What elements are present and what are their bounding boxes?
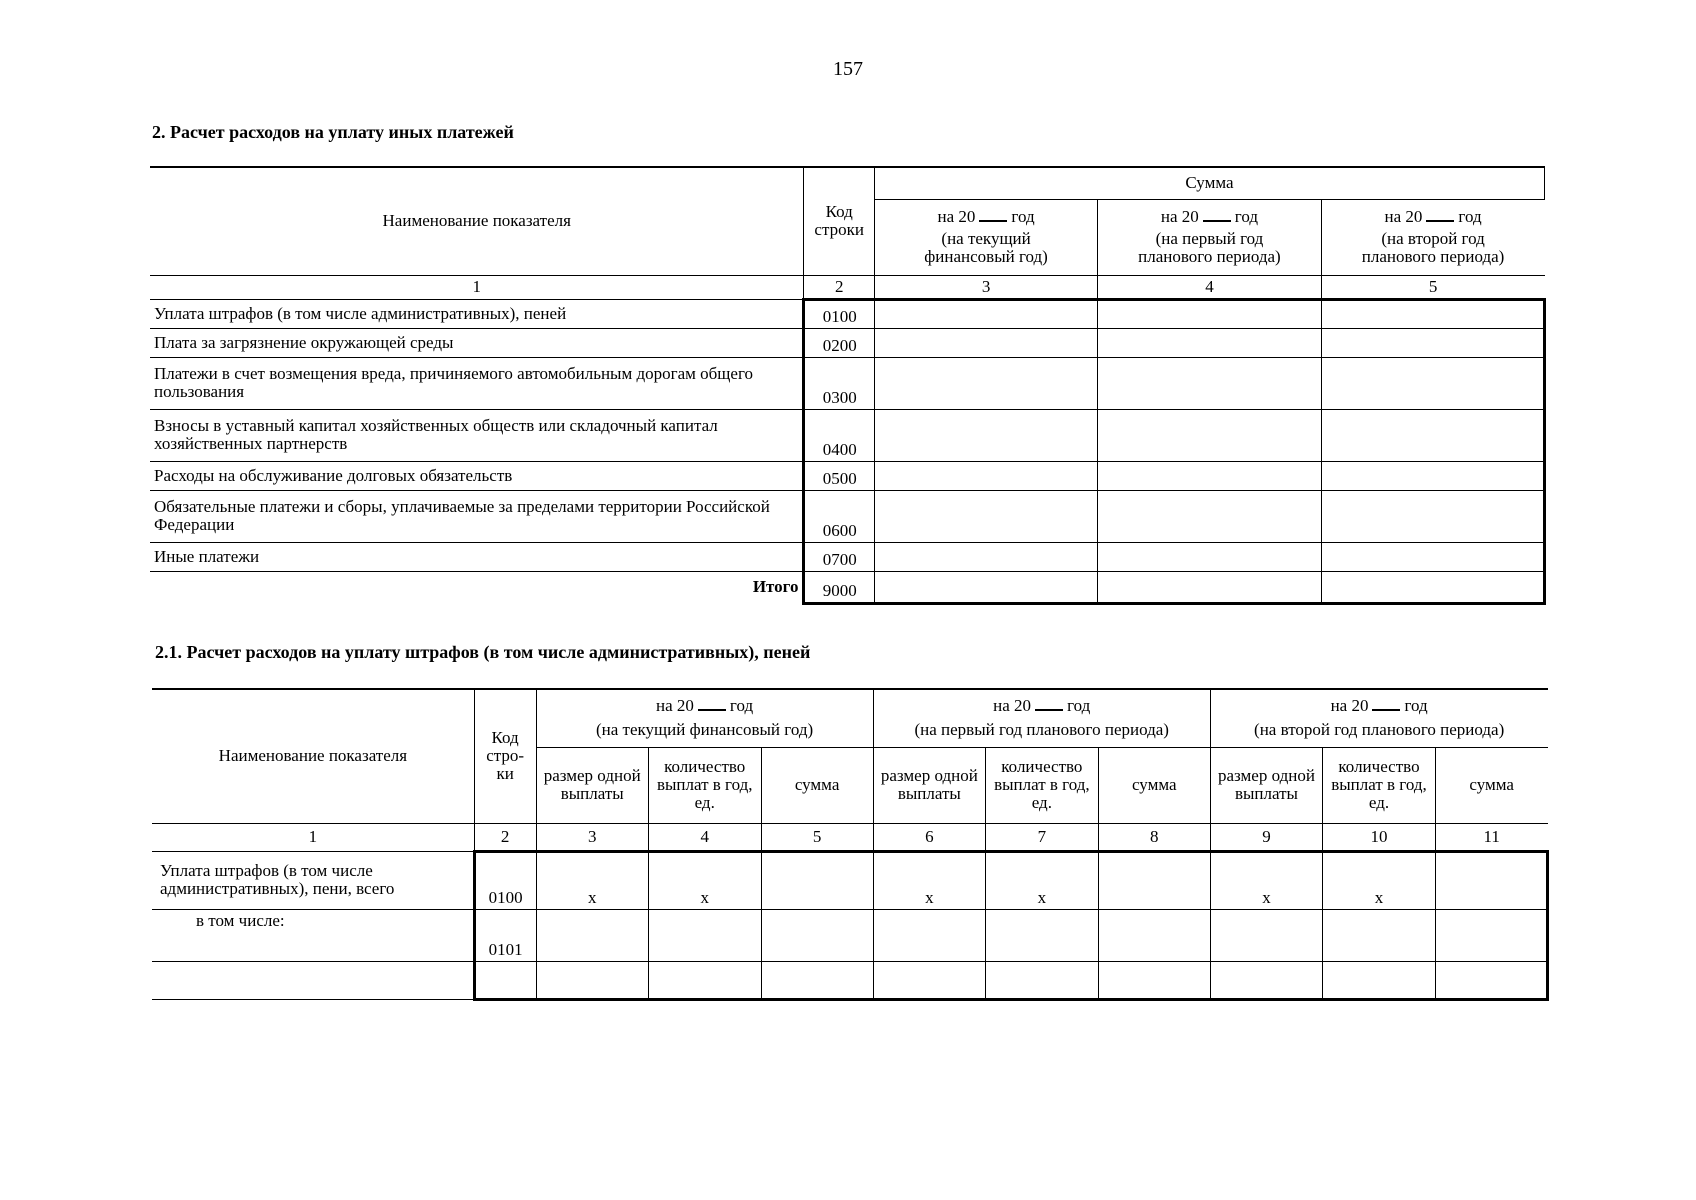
- subheader-payment-count: количество выплат в год, ед.: [986, 747, 1099, 823]
- col-number-11: 11: [1435, 823, 1547, 851]
- cell-input[interactable]: [1098, 357, 1321, 409]
- header-period-second: на 20 год (на второй год планового периода): [1210, 689, 1547, 747]
- cell-input[interactable]: [1098, 571, 1321, 603]
- cell-input[interactable]: [874, 542, 1097, 571]
- row-code-0100: 0100: [804, 299, 874, 328]
- other-payments-table: [150, 166, 1546, 605]
- cell-input[interactable]: [1321, 409, 1544, 461]
- cell-input[interactable]: [986, 961, 1099, 999]
- row-code-0500: 0500: [804, 461, 874, 490]
- subheader-sum: сумма: [761, 747, 873, 823]
- col-number-7: 7: [986, 823, 1099, 851]
- cell-input[interactable]: [1098, 961, 1210, 999]
- row-code-0400: 0400: [804, 409, 874, 461]
- page-number: 157: [833, 58, 863, 80]
- header-sum: Сумма: [874, 167, 1544, 199]
- section-2-title: 2. Расчет расходов на уплату иных платежей: [152, 122, 514, 142]
- col-number-6: 6: [873, 823, 985, 851]
- cell-input[interactable]: [648, 961, 761, 999]
- cell-input[interactable]: [1098, 851, 1210, 909]
- col-number-1: 1: [152, 823, 474, 851]
- col-number-5: 5: [1321, 275, 1544, 299]
- row-code-0101: 0101: [474, 909, 536, 961]
- cell-input[interactable]: [1323, 961, 1436, 999]
- cell-input[interactable]: [873, 961, 985, 999]
- cell-x: x: [986, 851, 1099, 909]
- cell-input[interactable]: [874, 299, 1097, 328]
- row-name-0600: Обязательные платежи и сборы, уплачиваемые за пределами территории Российской Федерации: [150, 490, 804, 542]
- row-name-0100: Уплата штрафов (в том числе административных), пени, всего: [152, 851, 474, 909]
- cell-input[interactable]: [986, 909, 1099, 961]
- cell-input[interactable]: [1210, 961, 1322, 999]
- cell-x: x: [1210, 851, 1322, 909]
- cell-input[interactable]: [1210, 909, 1322, 961]
- cell-input[interactable]: [1098, 909, 1210, 961]
- subheader-sum: сумма: [1435, 747, 1547, 823]
- cell-input[interactable]: [874, 571, 1097, 603]
- cell-x: x: [873, 851, 985, 909]
- header-period-first: на 20 год (на первый год планового периода): [1098, 199, 1321, 275]
- row-name-0101: в том числе:: [152, 909, 474, 961]
- subheader-payment-size: размер одной выплаты: [1210, 747, 1322, 823]
- subheader-payment-size: размер одной выплаты: [873, 747, 985, 823]
- row-code-0100: 0100: [474, 851, 536, 909]
- cell-input[interactable]: [874, 357, 1097, 409]
- cell-input[interactable]: [1321, 357, 1544, 409]
- cell-input[interactable]: [536, 909, 648, 961]
- row-name-0500: Расходы на обслуживание долговых обязательств: [150, 461, 804, 490]
- cell-input[interactable]: [1098, 542, 1321, 571]
- col-number-9: 9: [1210, 823, 1322, 851]
- col-number-5: 5: [761, 823, 873, 851]
- cell-input[interactable]: [874, 490, 1097, 542]
- cell-input[interactable]: [1321, 328, 1544, 357]
- header-code: Код строки: [804, 167, 874, 275]
- header-period-current: на 20 год (на текущий финансовый год): [536, 689, 873, 747]
- header-name: Наименование показателя: [152, 689, 474, 823]
- col-number-8: 8: [1098, 823, 1210, 851]
- col-number-1: 1: [150, 275, 804, 299]
- cell-input[interactable]: [1435, 961, 1547, 999]
- row-name-0300: Платежи в счет возмещения вреда, причиняемого автомобильным дорогам общего пользования: [150, 357, 804, 409]
- cell-input[interactable]: [1321, 490, 1544, 542]
- cell-x: x: [648, 851, 761, 909]
- row-code-0200: 0200: [804, 328, 874, 357]
- fines-calculation-table: [152, 688, 1549, 1001]
- cell-input[interactable]: [1323, 909, 1436, 961]
- col-number-3: 3: [874, 275, 1097, 299]
- cell-input[interactable]: [648, 909, 761, 961]
- cell-input[interactable]: [1098, 328, 1321, 357]
- cell-input[interactable]: [761, 851, 873, 909]
- cell-input[interactable]: [874, 461, 1097, 490]
- header-period-second: на 20 год (на второй год планового периода): [1321, 199, 1544, 275]
- cell-input[interactable]: [1321, 571, 1544, 603]
- col-number-2: 2: [474, 823, 536, 851]
- row-code-0600: 0600: [804, 490, 874, 542]
- cell-input[interactable]: [1098, 461, 1321, 490]
- cell-input[interactable]: [1321, 461, 1544, 490]
- section-2-1-title: 2.1. Расчет расходов на уплату штрафов (в том числе административных), пеней: [155, 642, 811, 662]
- total-label: Итого: [150, 571, 804, 603]
- cell-input[interactable]: [761, 909, 873, 961]
- cell-input[interactable]: [1098, 299, 1321, 328]
- cell-input[interactable]: [1435, 909, 1547, 961]
- cell-input[interactable]: [1435, 851, 1547, 909]
- col-number-4: 4: [648, 823, 761, 851]
- cell-input[interactable]: [1098, 490, 1321, 542]
- cell-input[interactable]: [873, 909, 985, 961]
- cell-input[interactable]: [1321, 299, 1544, 328]
- col-number-4: 4: [1098, 275, 1321, 299]
- row-name-0100: Уплата штрафов (в том числе административных), пеней: [150, 299, 804, 328]
- row-name-0700: Иные платежи: [150, 542, 804, 571]
- row-name-blank: [152, 961, 474, 999]
- row-code-0700: 0700: [804, 542, 874, 571]
- header-code: Код стро- ки: [474, 689, 536, 823]
- row-name-0200: Плата за загрязнение окружающей среды: [150, 328, 804, 357]
- subheader-payment-count: количество выплат в год, ед.: [648, 747, 761, 823]
- header-period-current: на 20 год (на текущий финансовый год): [874, 199, 1097, 275]
- cell-x: x: [1323, 851, 1436, 909]
- row-name-0400: Взносы в уставный капитал хозяйственных обществ или складочный капитал хозяйственных партнерств: [150, 409, 804, 461]
- header-period-first: на 20 год (на первый год планового периода): [873, 689, 1210, 747]
- cell-input[interactable]: [1098, 409, 1321, 461]
- subheader-payment-size: размер одной выплаты: [536, 747, 648, 823]
- cell-input[interactable]: [874, 409, 1097, 461]
- subheader-sum: сумма: [1098, 747, 1210, 823]
- subheader-payment-count: количество выплат в год, ед.: [1323, 747, 1436, 823]
- row-code-blank: [474, 961, 536, 999]
- col-number-2: 2: [804, 275, 874, 299]
- cell-x: x: [536, 851, 648, 909]
- total-code: 9000: [804, 571, 874, 603]
- header-name: Наименование показателя: [150, 167, 804, 275]
- row-code-0300: 0300: [804, 357, 874, 409]
- col-number-3: 3: [536, 823, 648, 851]
- cell-input[interactable]: [874, 328, 1097, 357]
- cell-input[interactable]: [536, 961, 648, 999]
- col-number-10: 10: [1323, 823, 1436, 851]
- cell-input[interactable]: [1321, 542, 1544, 571]
- cell-input[interactable]: [761, 961, 873, 999]
